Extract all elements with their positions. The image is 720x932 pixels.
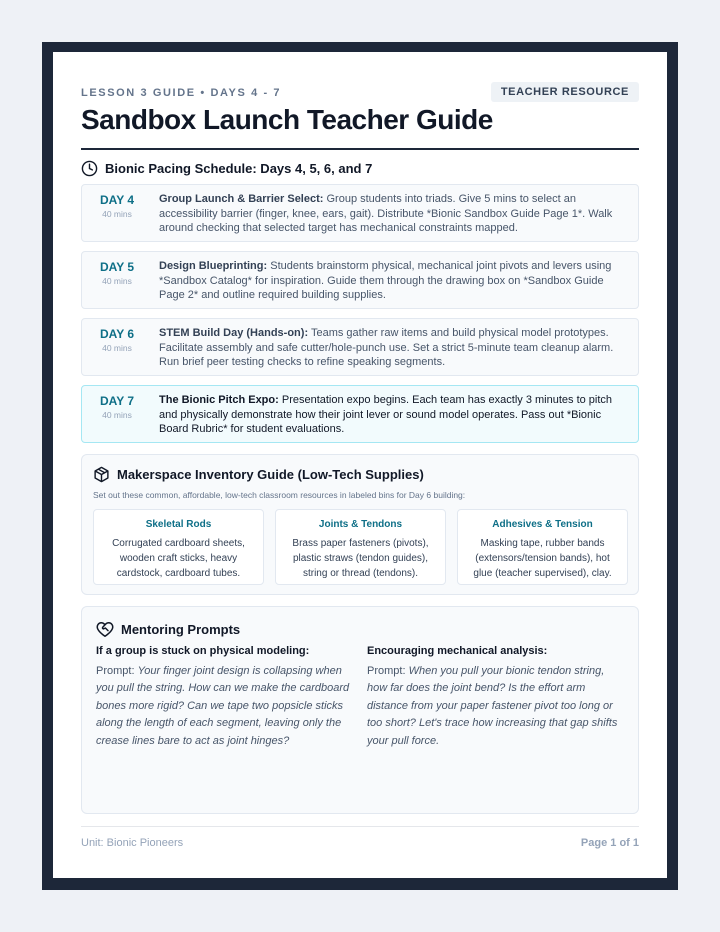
resource-badge: TEACHER RESOURCE bbox=[491, 82, 639, 102]
inventory-heading bbox=[93, 466, 424, 483]
document-sheet bbox=[53, 52, 667, 878]
day-duration: 40 mins bbox=[102, 209, 132, 219]
inventory-panel bbox=[81, 454, 639, 595]
prompt-prefix: Prompt: bbox=[96, 665, 138, 677]
supply-card-title: Skeletal Rods bbox=[145, 519, 212, 530]
prompt-heading: Encouraging mechanical analysis: bbox=[367, 645, 548, 657]
lesson-eyebrow: LESSON 3 GUIDE • DAYS 4 - 7 bbox=[81, 87, 282, 99]
day-lead: The Bionic Pitch Expo: bbox=[159, 394, 279, 406]
prompt-body bbox=[96, 663, 352, 750]
day-duration: 40 mins bbox=[102, 410, 132, 420]
title-rule bbox=[81, 148, 639, 150]
mentoring-column bbox=[367, 645, 623, 750]
supply-card bbox=[93, 509, 264, 585]
day-label: DAY 4 bbox=[99, 193, 135, 207]
day-duration: 40 mins bbox=[102, 343, 132, 353]
day-text: Presentation expo begins. Each team has exactly 3 minutes to pitch and physically demonstrate how their joint lever or sound model operates. Pass out *Bionic Board Rubric* for student evaluations. bbox=[159, 394, 613, 435]
supply-card-body: Brass paper fasteners (pivots), plastic straws (tendon guides), string or thread (tendons). bbox=[292, 538, 429, 579]
prompt-heading: If a group is stuck on physical modeling: bbox=[96, 645, 310, 657]
day-text: Students brainstorm physical, mechanical joint pivots and levers using *Sandbox Catalog* for inspiration. Guide them through the drawing box on *Sandbox Guide Page 2* and outline required building supplies. bbox=[159, 260, 612, 301]
footer-rule bbox=[81, 826, 639, 827]
inventory-heading-text: Makerspace Inventory Guide (Low-Tech Supplies) bbox=[117, 467, 424, 482]
box-icon bbox=[93, 466, 110, 483]
supply-card bbox=[457, 509, 628, 585]
supply-card-body: Masking tape, rubber bands (extensors/tension bands), hot glue (teacher supervised), clay. bbox=[473, 538, 612, 579]
day-description bbox=[159, 259, 630, 303]
supply-card bbox=[275, 509, 446, 585]
day-label: DAY 5 bbox=[99, 260, 135, 274]
prompt-prefix: Prompt: bbox=[367, 665, 409, 677]
day-row-highlighted bbox=[81, 385, 639, 443]
day-row bbox=[81, 184, 639, 242]
day-description bbox=[159, 326, 630, 370]
day-text: Teams gather raw items and build physical model prototypes. Facilitate assembly and safe cutter/hole-punch use. Set a strict 5-minute team cleanup alarm. Run brief peer testing checks to refine speaking segments. bbox=[159, 327, 614, 368]
heart-handshake-icon bbox=[96, 621, 114, 638]
day-lead: Design Blueprinting: bbox=[159, 260, 268, 272]
inventory-subtitle: Set out these common, affordable, low-tech classroom resources in labeled bins for Day 6 building: bbox=[93, 490, 466, 500]
page-title: Sandbox Launch Teacher Guide bbox=[81, 104, 493, 135]
mentoring-panel bbox=[81, 606, 639, 814]
mentoring-column bbox=[96, 645, 352, 750]
day-label: DAY 7 bbox=[99, 394, 135, 408]
day-row bbox=[81, 318, 639, 376]
mentoring-heading bbox=[96, 621, 240, 638]
day-label: DAY 6 bbox=[99, 327, 135, 341]
footer-page-number: Page 1 of 1 bbox=[580, 837, 639, 849]
prompt-text: Your finger joint design is collapsing when you pull the string. How can we make the cardboard bones more rigid? Can we tape two popsicle sticks along the length of each segment, leaving only the crease lines bare to act as joint hinges? bbox=[96, 665, 350, 747]
supply-card-title: Joints & Tendons bbox=[318, 519, 403, 530]
day-text: Group students into triads. Give 5 mins to select an accessibility barrier (finger, knee, ears, gait). Distribute *Bionic Sandbox Guide Page 1*. Walk around checking that selected target has mechanical constraints mapped. bbox=[159, 193, 613, 234]
mentoring-heading-text: Mentoring Prompts bbox=[121, 622, 241, 637]
day-description bbox=[159, 192, 630, 236]
day-lead: STEM Build Day (Hands-on): bbox=[159, 327, 309, 339]
clock-icon bbox=[81, 160, 98, 177]
pacing-heading-text: Bionic Pacing Schedule: Days 4, 5, 6, and 7 bbox=[105, 161, 373, 176]
pacing-heading bbox=[81, 160, 372, 177]
footer-unit: Unit: Bionic Pioneers bbox=[81, 837, 184, 849]
prompt-text: When you pull your bionic tendon string, how far does the joint bend? Is the effort arm distance from your paper fastener pivot too long or too short? Let's trace how increasing that gap shifts your pull force. bbox=[367, 665, 618, 747]
supply-card-title: Adhesives & Tension bbox=[492, 519, 593, 530]
day-lead: Group Launch & Barrier Select: bbox=[159, 193, 324, 205]
prompt-body bbox=[367, 663, 623, 750]
day-description bbox=[159, 393, 630, 437]
day-duration: 40 mins bbox=[102, 276, 132, 286]
day-row bbox=[81, 251, 639, 309]
supply-card-body: Corrugated cardboard sheets, wooden craft sticks, heavy cardstock, cardboard tubes. bbox=[112, 538, 245, 579]
